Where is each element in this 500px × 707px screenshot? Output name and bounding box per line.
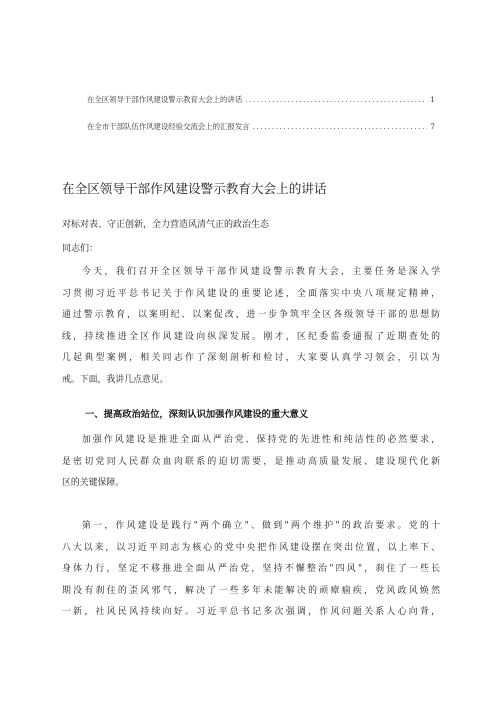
toc-leader-dots (253, 122, 428, 131)
paragraph-line: 八大以来，以习近平同志为核心的党中央把作风建设摆在突出位置，以上率下、 (62, 542, 440, 553)
paragraph-line: 习贯彻习近平总书记关于作风建设的重要论述，全面落实中央八项规定精神， (62, 288, 440, 299)
paragraph-line: 线，持续推进全区作风建设向纵深发展。刚才，区纪委监委通报了近期查处的 (62, 331, 440, 342)
toc-entry-page: 7 (430, 122, 435, 131)
paragraph-first-point (62, 516, 440, 624)
toc-entry[interactable] (87, 121, 435, 133)
paragraph-line: 戒。下面，我讲几点意见。 (62, 374, 169, 385)
paragraph-line: 期没有刹住的歪风邪气，解决了一些多年未能解决的顽瘴痼疾，党风政风焕然 (62, 585, 440, 596)
paragraph-line: 一新，社风民风持续向好。习近平总书记多次强调，作风问题关系人心向背， (62, 607, 440, 617)
paragraph-line: 区的关键保障。 (62, 478, 125, 488)
toc-entry-title: 在全市干部队伍作风建设经验交流会上的汇报发言 (87, 122, 250, 131)
paragraph-line: 第一，作风建设是践行"两个确立"、做到"两个维护"的政治要求。党的十 (82, 521, 440, 531)
toc-leader-dots (245, 95, 427, 104)
document-subtitle: 对标对表、守正创新，全力营造风清气正的政治生态 (62, 220, 270, 230)
paragraph-line: 今天，我们召开全区领导干部作风建设警示教育大会，主要任务是深入学 (82, 267, 440, 277)
greeting: 同志们： (62, 244, 99, 254)
toc-entry[interactable] (87, 94, 435, 106)
section-heading: 一、提高政治站位，深刻认识加强作风建设的重大意义 (85, 409, 309, 420)
paragraph-line: 通过警示教育，以案明纪、以案促改，进一步争筑牢全区各级领导干部的思想防 (62, 310, 440, 320)
document-heading: 在全区领导干部作风建设警示教育大会上的讲话 (62, 181, 327, 196)
paragraph-intro (62, 262, 440, 391)
table-of-contents (87, 94, 435, 133)
paragraph-significance (62, 430, 440, 495)
toc-entry-page: 1 (430, 95, 435, 104)
paragraph-line: 几起典型案例，相关同志作了深刻剖析和检讨，大家要认真学习领会，引以为 (62, 353, 440, 363)
paragraph-line: 加强作风建设是推进全面从严治党、保持党的先进性和纯洁性的必然要求， (82, 435, 440, 445)
toc-entry-title: 在全区领导干部作风建设警示教育大会上的讲话 (87, 95, 243, 104)
paragraph-line: 身体力行，坚定不移推进全面从严治党，坚持不懈整治"四风"，刹住了一些长 (62, 564, 440, 574)
paragraph-line: 是密切党同人民群众血肉联系的迫切需要，是推动高质量发展、建设现代化新 (62, 456, 440, 467)
